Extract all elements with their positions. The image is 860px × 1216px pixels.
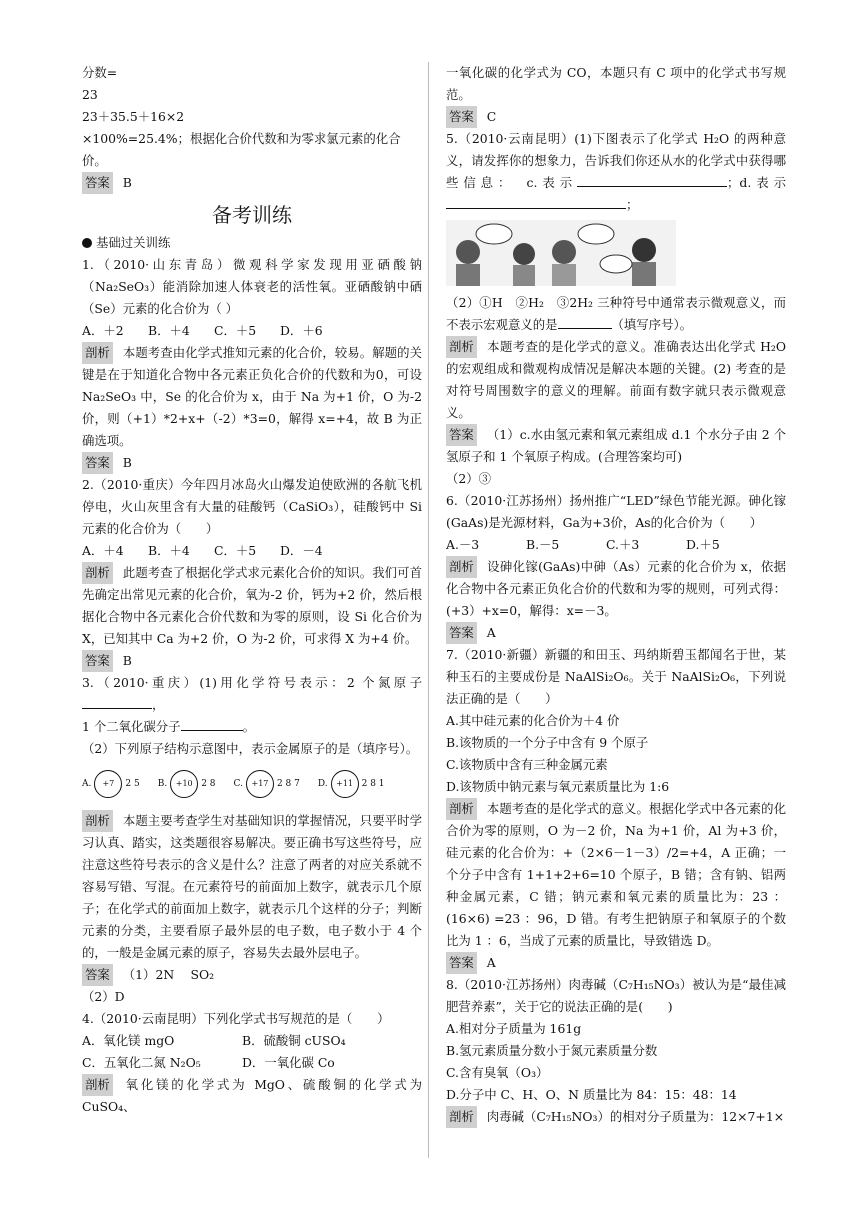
atom-nucleus: +7 — [94, 770, 122, 798]
question-7: 7.（2010·新疆）新疆的和田玉、玛纳斯碧玉都闻名于世，某种玉石的主要成份是 NaAlSi₂O₆。关于 NaAlSi₂O₆，下列说法正确的是（ ） — [446, 647, 786, 706]
option: A．＋2 — [82, 323, 124, 338]
answer-value: （1）2N SO₂ — [122, 967, 215, 982]
analysis-text: 本题考查的是化学式的意义。根据化学式中各元素的化合价为零的原则，O 为－2 价，Na 为+1 价，Al 为+3 价，硅元素的化合价为：+（2×6－1－3）/2=+4，A 正确；一个分子中含有 1+1+2+6=10 个原子，B 错；含有钠、铝两种金属元素，C 错；钠元素和氧元素的质量比为：23 ：(16×6) =23 ：96，D 错。有考生把钠原子和氧原子的个数比为 1 ：6，当成了元素的质量比，导致错选 D。 — [446, 801, 786, 948]
question-8-analysis — [446, 1106, 786, 1128]
option: D．一氧化碳 Co — [242, 1055, 335, 1070]
question-7-option: A.其中硅元素的化合价为＋4 价 — [446, 713, 620, 728]
option: B．＋4 — [148, 543, 190, 558]
atom-shells: 2 8 — [201, 779, 216, 789]
atom-label: A. — [82, 779, 92, 789]
answer-tag: 答案 — [446, 424, 477, 446]
atom-label: C. — [233, 779, 243, 789]
answer-tag: 答案 — [82, 172, 113, 194]
analysis-text: 设砷化镓(GaAs)中砷（As）元素的化合价为 x，依据化合物中各元素正负化合价的代数和为零的规则，可列式得：(+3）+x=0，解得：x=－3。 — [446, 559, 786, 618]
question-8-option: A.相对分子质量为 161g — [446, 1021, 582, 1036]
answer-line — [82, 172, 422, 194]
option: A．氧化镁 mgO — [82, 1033, 175, 1048]
answer-value: B — [122, 455, 132, 470]
answer-value: B — [122, 175, 132, 190]
question-3-part2: （2）下列原子结构示意图中，表示金属原子的是（填序号）。 — [82, 741, 419, 756]
question-3-answer-2: （2）D — [82, 989, 125, 1004]
bullet-icon — [82, 238, 92, 248]
answer-tag: 答案 — [82, 650, 113, 672]
option: A．＋4 — [82, 543, 124, 558]
question-2: 2.（2010·重庆）今年四月冰岛火山爆发迫使欧洲的各航飞机停电，火山灰里含有大量的硅酸钙（CaSiO₃），硅酸钙中 Si 元素的化合价为（ ） — [82, 477, 422, 536]
atom-diagram — [234, 770, 300, 798]
question-8: 8.（2010·江苏扬州）肉毒碱（C₇H₁₅NO₃）被认为是“最佳减肥营养素”，关于它的说法正确的是( ) — [446, 977, 786, 1014]
question-4-options — [82, 1030, 422, 1052]
atom-shells: 2 8 1 — [361, 779, 385, 789]
answer-blank[interactable] — [181, 730, 243, 731]
question-8-option: B.氢元素质量分数小于氮元素质量分数 — [446, 1043, 658, 1058]
fraction-denominator: 23＋35.5＋16×2 — [82, 109, 185, 124]
q5-text: 5.（2010·云南昆明）(1)下图表示了化学式 H₂O 的两种意义，请发挥你的想象力，告诉我们你还从水的化学式中获得哪些信息： c.表示 — [446, 131, 786, 190]
right-column — [446, 62, 786, 1128]
option: D．－4 — [280, 543, 323, 558]
analysis-tag: 剖析 — [82, 562, 113, 584]
answer-tag: 答案 — [446, 106, 477, 128]
analysis-tag: 剖析 — [82, 1074, 113, 1096]
question-3-analysis — [82, 810, 422, 964]
question-1-answer — [82, 452, 422, 474]
analysis-tag: 剖析 — [82, 810, 113, 832]
analysis-tag: 剖析 — [446, 556, 477, 578]
q3-text: 3.（2010·重庆）(1)用化学符号表示：2 个氮原子 — [82, 675, 422, 690]
answer-blank[interactable] — [82, 708, 152, 709]
fraction-numerator: 23 — [82, 87, 98, 102]
question-1-analysis — [82, 342, 422, 452]
answer-tag: 答案 — [446, 622, 477, 644]
answer-value: C — [486, 109, 497, 124]
atom-diagram — [82, 770, 140, 798]
analysis-tag: 剖析 — [446, 336, 477, 358]
question-5-answer — [446, 424, 786, 468]
answer-tag: 答案 — [82, 452, 113, 474]
option: B．＋4 — [148, 323, 190, 338]
analysis-text: 本题主要考查学生对基础知识的掌握情况，只要平时学习认真、踏实，这类题很容易解决。要正确书写这些符号，应注意这些符号表示的含义是什么？注意了两者的对应关系就不容易写错、写混。在元素符号的前面加上数字，就表示几个原子；在化学式的前面加上数字，就表示几个这样的分子；判断元素的分类，主要看原子最外层的电子数，电子数小于 4 个的，一般是金属元素的原子，容易失去最外层电子。 — [82, 813, 422, 960]
question-7-option: B.该物质的一个分子中含有 9 个原子 — [446, 735, 649, 750]
question-5: 5.（2010·云南昆明）(1)下图表示了化学式 H₂O 的两种意义，请发挥你的想象力，告诉我们你还从水的化学式中获得哪些信息： c.表示 ；d.表示； — [446, 131, 786, 212]
answer-blank[interactable] — [558, 328, 612, 329]
question-2-options — [82, 540, 422, 562]
option: C．＋5 — [214, 323, 257, 338]
atom-label: D. — [317, 779, 328, 789]
option: C．五氧化二氮 N₂O₅ — [82, 1055, 201, 1070]
option: C．＋5 — [214, 543, 257, 558]
answer-value: （1）c.水由氢元素和氧元素组成 d.1 个水分子由 2 个氢原子和 1 个氧原子构成。(合理答案均可) — [446, 427, 786, 464]
atom-nucleus: +17 — [246, 770, 274, 798]
analysis-text: 此题考查了根据化学式求元素化合价的知识。我们可首先确定出常见元素的化合价，氧为-2 价，钙为+2 价，然后根据化合物中各元素化合价代数和为零的原则，设 Si 化合价为 X，已知其中 Ca 为+2 价，O 为-2 价，可求得 X 为+4 价。 — [82, 565, 422, 646]
fraction-suffix: ×100%=25.4%；根据化合价代数和为零求氯元素的化合价。 — [82, 131, 401, 168]
question-6-options — [446, 534, 786, 556]
analysis-text: 肉毒碱（C₇H₁₅NO₃）的相对分子质量为：12×7+1× — [486, 1109, 785, 1124]
question-7-answer — [446, 952, 786, 974]
question-3-line2: 1 个二氧化碳分子 。 — [82, 719, 255, 734]
question-4-analysis — [82, 1074, 422, 1118]
option: D．＋6 — [280, 323, 323, 338]
q5-text-d: ；d.表示 — [727, 175, 786, 190]
question-6: 6.（2010·江苏扬州）扬州推广“LED”绿色节能光源。砷化镓(GaAs)是光源材料，Ga为+3价，As的化合价为（ ） — [446, 493, 786, 530]
q5-part2-text: （2）①H ②H₂ ③2H₂ 三种符号中通常表示微观意义，而不表示宏观意义的是 — [446, 295, 786, 332]
question-5-answer-2: （2）③ — [446, 471, 492, 486]
option: B．硫酸铜 cUSO₄ — [242, 1033, 346, 1048]
question-4: 4.（2010·云南昆明）下列化学式书写规范的是（ ） — [82, 1011, 390, 1026]
question-1: 1.（2010·山东青岛）微观科学家发现用亚硒酸钠（Na₂SeO₃）能消除加速人体衰老的活性氧。亚硒酸钠中硒（Se）元素的化合价为（ ） — [82, 257, 422, 316]
students-illustration — [446, 220, 676, 286]
answer-blank[interactable] — [446, 208, 626, 209]
question-5-part2 — [446, 292, 786, 336]
left-column — [82, 62, 422, 1118]
analysis-text: 本题考查由化学式推知元素的化合价，较易。解题的关键是在于知道化合物中各元素正负化合价的代数和为0，可设 Na₂SeO₃ 中，Se 的化合价为 x，由于 Na 为+1 价，O 为-2 价，则（+1）*2+x+（-2）*3=0，解得 x=+4，故 B 为正确选项。 — [82, 345, 422, 448]
sub-title-text: 基础过关训练 — [96, 235, 171, 250]
question-1-options — [82, 320, 422, 342]
analysis-text: 氧化镁的化学式为 MgO、硫酸铜的化学式为 CuSO₄、 — [82, 1077, 422, 1114]
question-6-analysis — [446, 556, 786, 622]
question-8-option: D.分子中 C、H、O、N 质量比为 84：15：48：14 — [446, 1087, 737, 1102]
section-title: 备考训练 — [212, 203, 292, 227]
fraction-line — [82, 62, 422, 84]
answer-value: A — [486, 955, 496, 970]
option: B.－5 — [526, 537, 560, 552]
question-7-option: D.该物质中钠元素与氧元素质量比为 1:6 — [446, 779, 670, 794]
question-7-option: C.该物质中含有三种金属元素 — [446, 757, 608, 772]
question-4-answer — [446, 106, 786, 128]
column-divider — [428, 62, 429, 1158]
atom-shells: 2 8 7 — [276, 779, 300, 789]
analysis-tag: 剖析 — [446, 1106, 477, 1128]
atom-diagram — [158, 770, 216, 798]
question-2-answer — [82, 650, 422, 672]
question-6-answer — [446, 622, 786, 644]
question-3-answer — [82, 964, 422, 986]
question-8-option: C.含有臭氧（O₃） — [446, 1065, 549, 1080]
question-5-analysis — [446, 336, 786, 424]
analysis-tag: 剖析 — [446, 798, 477, 820]
analysis-tag: 剖析 — [82, 342, 113, 364]
option: A.－3 — [446, 537, 480, 552]
question-2-analysis — [82, 562, 422, 650]
option: D.＋5 — [686, 537, 720, 552]
atom-diagrams — [82, 766, 422, 802]
analysis-text: 本题考查的是化学式的意义。准确表达出化学式 H₂O 的宏观组成和微观构成情况是解决本题的关键。(2) 考查的是对符号周围数字的意义的理解。前面有数字就只表示微观意义。 — [446, 339, 786, 420]
answer-blank[interactable] — [577, 186, 727, 187]
atom-nucleus: +10 — [170, 770, 198, 798]
answer-tag: 答案 — [446, 952, 477, 974]
cartoon-illustration — [446, 220, 786, 286]
question-4-options — [82, 1052, 422, 1074]
question-3-line1: 3.（2010·重庆）(1)用化学符号表示：2 个氮原子， — [82, 675, 422, 712]
q5-part2-end: （填写序号）。 — [611, 317, 693, 332]
atom-label: B. — [157, 779, 168, 789]
atom-shells: 2 5 — [125, 779, 140, 789]
fraction-prefix: 分数= — [82, 65, 118, 80]
atom-diagram — [318, 770, 385, 798]
answer-tag: 答案 — [82, 964, 113, 986]
option: C.＋3 — [606, 537, 640, 552]
question-7-analysis — [446, 798, 786, 952]
answer-value: A — [486, 625, 496, 640]
atom-nucleus: +11 — [331, 770, 359, 798]
question-4-continued: 一氧化碳的化学式为 CO，本题只有 C 项中的化学式书写规范。 — [446, 65, 786, 102]
answer-value: B — [122, 653, 132, 668]
q3-text: 1 个二氧化碳分子 — [82, 719, 181, 734]
sub-title — [82, 232, 422, 254]
